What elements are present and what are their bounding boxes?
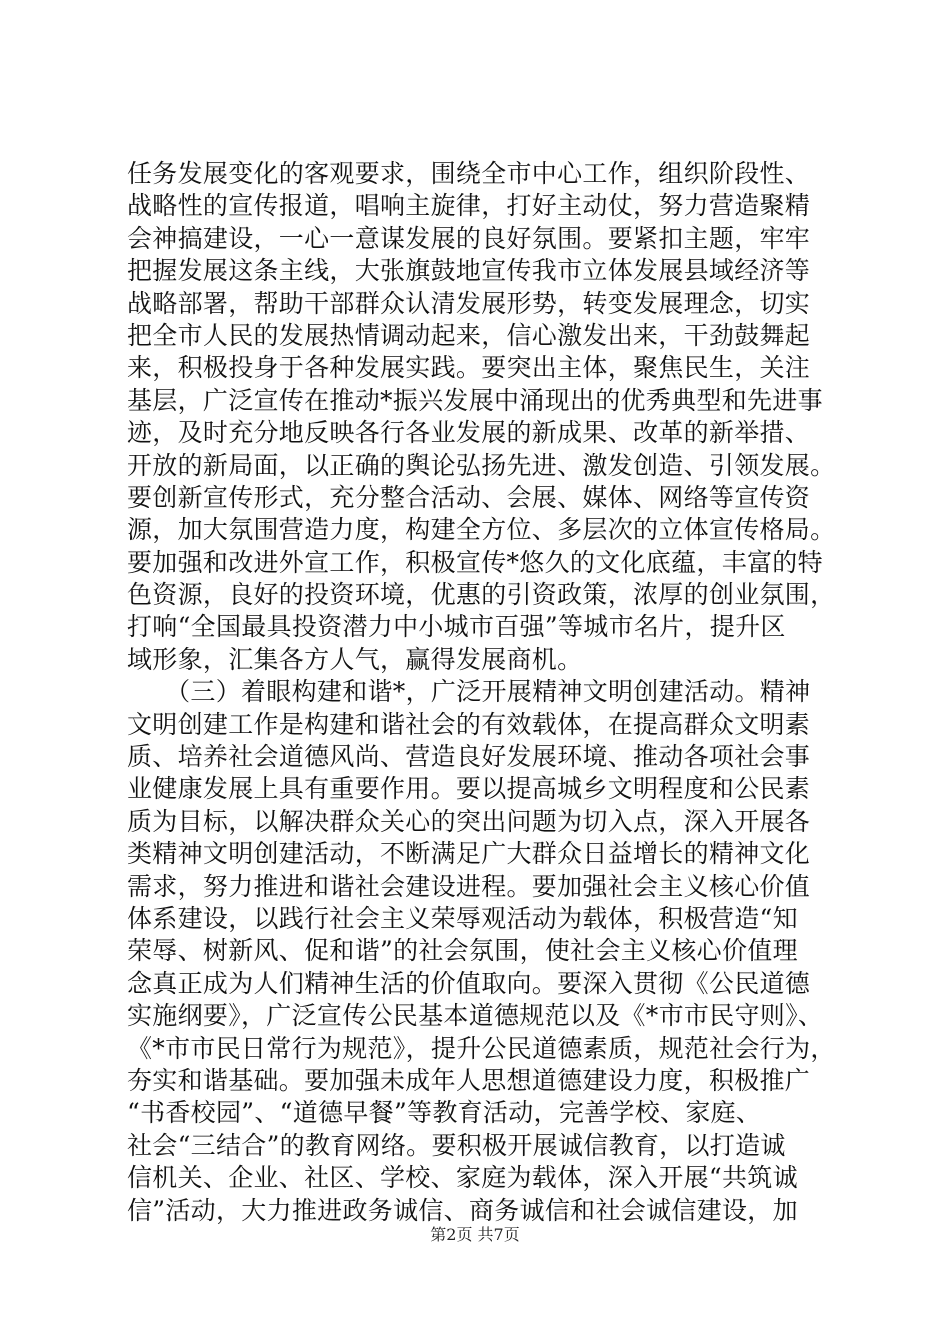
text-line: 信机关、企业、社区、学校、家庭为载体，深入开展“共筑诚	[127, 1163, 798, 1193]
text-line: 要加强和改进外宣工作，积极宣传*悠久的文化底蕴，丰富的特	[127, 547, 823, 577]
text-line: 需求，努力推进和谐社会建设进程。要加强社会主义核心价值	[127, 871, 811, 901]
text-line: 域形象，汇集各方人气，赢得发展商机。	[127, 644, 583, 674]
text-line: 荣辱、树新风、促和谐”的社会氛围，使社会主义核心价值理	[127, 936, 798, 966]
page-number-footer: 第2页 共7页	[430, 1225, 520, 1244]
text-line: “书香校园”、“道德早餐”等教育活动，完善学校、家庭、	[127, 1098, 762, 1128]
text-line: 战略部署，帮助干部群众认清发展形势，转变发展理念，切实	[127, 288, 811, 318]
text-line: 类精神文明创建活动，不断满足广大群众日益增长的精神文化	[127, 839, 811, 869]
text-line: 迹，及时充分地反映各行各业发展的新成果、改革的新举措、	[127, 418, 811, 448]
text-line: 把全市人民的发展热情调动起来，信心激发出来，干劲鼓舞起	[127, 320, 811, 350]
text-line: 会神搞建设，一心一意谋发展的良好氛围。要紧扣主题，牢牢	[127, 223, 811, 253]
text-line: 打响“全国最具投资潜力中小城市百强”等城市名片，提升区	[127, 612, 786, 642]
text-line: 念真正成为人们精神生活的价值取向。要深入贯彻《公民道德	[127, 968, 811, 998]
text-line: 源，加大氛围营造力度，构建全方位、多层次的立体宣传格局。	[127, 515, 836, 545]
text-line: 体系建设，以践行社会主义荣辱观活动为载体，积极营造“知	[127, 903, 798, 933]
text-line: 色资源，良好的投资环境，优惠的引资政策，浓厚的创业氛围，	[127, 580, 836, 610]
document-body	[127, 158, 836, 1227]
text-line: 来，积极投身于各种发展实践。要突出主体，聚焦民生，关注	[127, 353, 811, 383]
text-line: 文明创建工作是构建和谐社会的有效载体，在提高群众文明素	[127, 709, 811, 739]
text-line: 质为目标，以解决群众关心的突出问题为切入点，深入开展各	[127, 806, 811, 836]
text-line: 质、培养社会道德风尚、营造良好发展环境、推动各项社会事	[127, 742, 811, 772]
text-line: 要创新宣传形式，充分整合活动、会展、媒体、网络等宣传资	[127, 482, 811, 512]
text-line: 实施纲要》，广泛宣传公民基本道德规范以及《*市市民守则》、	[127, 1001, 824, 1031]
text-line: 业健康发展上具有重要作用。要以提高城乡文明程度和公民素	[127, 774, 811, 804]
text-line: 开放的新局面，以正确的舆论弘扬先进、激发创造、引领发展。	[127, 450, 836, 480]
text-line: 把握发展这条主线，大张旗鼓地宣传我市立体发展县域经济等	[127, 256, 811, 286]
text-line: 《*市市民日常行为规范》，提升公民道德素质，规范社会行为，	[127, 1033, 836, 1063]
text-line: 夯实和谐基础。要加强未成年人思想道德建设力度，积极推广	[127, 1065, 811, 1095]
text-line: 基层，广泛宣传在推动*振兴发展中涌现出的优秀典型和先进事	[127, 385, 823, 415]
text-line: 战略性的宣传报道，唱响主旋律，打好主动仗，努力营造聚精	[127, 191, 811, 221]
text-line: 社会“三结合”的教育网络。要积极开展诚信教育，以打造诚	[127, 1130, 786, 1160]
text-line: 任务发展变化的客观要求，围绕全市中心工作，组织阶段性、	[127, 159, 811, 188]
text-line: 信”活动，大力推进政务诚信、商务诚信和社会诚信建设，加	[127, 1195, 798, 1225]
section-heading-line: （三）着眼构建和谐*，广泛开展精神文明创建活动。精神	[127, 677, 811, 707]
